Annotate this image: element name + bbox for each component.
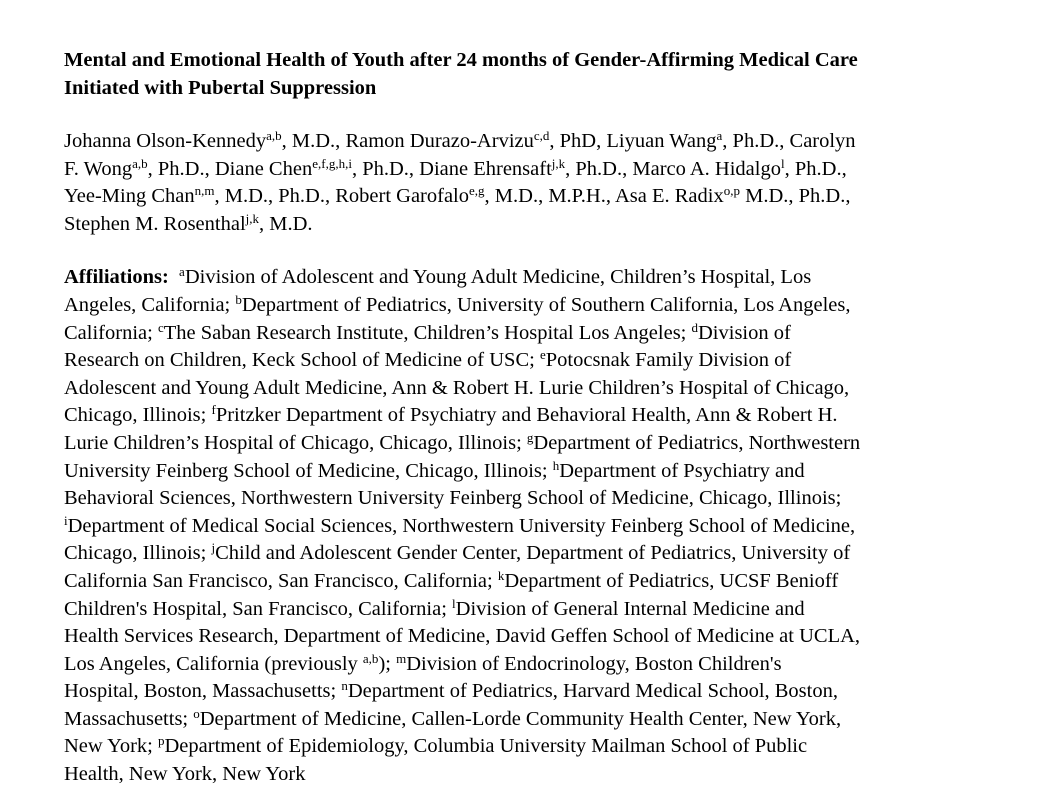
author-name: Liyuan Wang	[606, 130, 717, 152]
author-affil-marker: a,b	[132, 155, 148, 171]
affil-text: Angeles, California;	[64, 293, 236, 316]
affil-text: Children's Hospital, San Francisco, California;	[64, 597, 453, 620]
author-line-1	[64, 128, 1004, 156]
author-degree: , Ph.D.,	[565, 157, 633, 180]
affil-line-1	[64, 264, 1004, 292]
affil-marker: i	[64, 512, 68, 528]
affil-marker: c	[157, 319, 164, 335]
affil-line-15	[64, 651, 1004, 679]
author-name-part: Carolyn	[789, 130, 856, 152]
affil-line-13	[64, 596, 1004, 624]
author-degree: M.D., Ph.D.,	[739, 185, 851, 208]
author-line-4	[64, 211, 1004, 239]
affil-text: Pritzker Department of Psychiatry and Behavioral Health, Ann & Robert H.	[215, 404, 838, 427]
author-affil-marker: j,k	[551, 155, 566, 171]
affil-text: Division of Adolescent and Young Adult Medicine, Children’s Hospital, Los	[184, 266, 812, 289]
affil-text: Department of Pediatrics, UCSF Benioff	[504, 569, 839, 592]
affil-marker: f	[211, 402, 216, 418]
affil-marker: o	[193, 705, 200, 721]
affil-marker: h	[552, 457, 560, 473]
affil-text: Department of Pediatrics, University of Southern California, Los Angeles,	[241, 293, 851, 316]
author-name: Diane Ehrensaft	[419, 157, 552, 180]
affil-line-12	[64, 568, 1004, 596]
affil-marker: d	[691, 319, 698, 335]
affil-marker: g	[526, 429, 534, 445]
author-name: Asa E. Radix	[614, 185, 724, 208]
affil-text: Adolescent and Young Adult Medicine, Ann & Robert H. Lurie Children’s Hospital of Chicago,	[64, 376, 850, 399]
affil-line-10	[64, 513, 1004, 541]
author-name-part: F. Wong	[64, 157, 133, 180]
author-degree: , Ph.D.,	[351, 157, 420, 180]
author-degree: , M.D., M.P.H.,	[484, 185, 615, 208]
author-degree: , M.D.,	[281, 130, 346, 152]
affil-line-16	[64, 678, 1004, 706]
affil-text: The Saban Research Institute, Children’s Hospital Los Angeles;	[163, 321, 692, 344]
author-name: Yee-Ming Chan	[64, 185, 195, 208]
author-affil-marker: a,b	[266, 128, 282, 143]
paper-title	[64, 46, 1004, 102]
affil-marker: a	[179, 264, 185, 280]
author-degree: , Ph.D.,	[722, 130, 790, 152]
author-affil-marker: l	[780, 155, 785, 171]
author-name: Stephen M. Rosenthal	[64, 212, 246, 235]
affiliations-paragraph	[64, 264, 1004, 788]
affil-marker: b	[235, 291, 242, 307]
affil-text: California San Francisco, San Francisco, California;	[64, 569, 498, 592]
affil-line-11	[64, 540, 1004, 568]
affil-text: Chicago, Illinois;	[64, 404, 212, 427]
affil-text: Child and Adolescent Gender Center, Department of Pediatrics, University of	[215, 542, 851, 565]
affil-marker: n	[341, 678, 348, 694]
affil-text: Research on Children, Keck School of Medicine of USC;	[64, 349, 540, 372]
affil-line-14	[64, 623, 1004, 651]
affil-line-6	[64, 402, 1004, 430]
affil-marker: p	[157, 733, 165, 749]
affil-text: Health Services Research, Department of Medicine, David Geffen School of Medicine at UCLA,	[64, 625, 861, 648]
affil-line-2	[64, 292, 1004, 320]
author-degree: , Ph.D.,	[784, 157, 847, 180]
affil-text: California;	[64, 321, 158, 344]
affil-marker: j	[211, 540, 216, 556]
affil-text: Massachusetts;	[64, 707, 194, 730]
author-line-2	[64, 156, 1004, 184]
author-name: Diane Chen	[214, 157, 313, 180]
affil-line-4	[64, 347, 1004, 375]
author-degree: , PhD,	[549, 130, 607, 152]
author-name: Johanna Olson-Kennedy	[64, 130, 267, 152]
affil-text: Hospital, Boston, Massachusetts;	[64, 680, 342, 703]
author-list	[64, 128, 1004, 238]
affil-marker: k	[497, 567, 505, 583]
author-name: Robert Garofalo	[335, 185, 470, 208]
title-line-2: Initiated with Pubertal Suppression	[64, 77, 377, 99]
affil-line-3	[64, 320, 1004, 348]
author-affil-marker: e,f,g,h,i	[312, 155, 352, 171]
affil-text: Chicago, Illinois;	[64, 542, 212, 565]
affil-line-5	[64, 375, 1004, 403]
affil-text: Division of General Internal Medicine and	[455, 597, 805, 620]
author-affil-marker: j,k	[245, 210, 260, 226]
affil-line-7	[64, 430, 1004, 458]
author-degree: , Ph.D.,	[147, 157, 215, 180]
affil-text: Department of Psychiatry and	[559, 459, 805, 482]
affil-text: Behavioral Sciences, Northwestern University Feinberg School of Medicine, Chicago, Illinois;	[64, 487, 842, 510]
affil-text: New York;	[64, 735, 158, 758]
affil-text: Lurie Children’s Hospital of Chicago, Chicago, Illinois;	[64, 431, 527, 454]
author-degree: , M.D.	[259, 212, 313, 235]
author-name: Ramon Durazo-Arvizu	[345, 130, 534, 152]
affil-text: Division of Endocrinology, Boston Children's	[406, 652, 782, 675]
affil-text: Department of Medical Social Sciences, Northwestern University Feinberg School of Medicine,	[67, 514, 856, 537]
affil-text: Department of Pediatrics, Northwestern	[533, 431, 861, 454]
affil-line-17	[64, 706, 1004, 734]
affil-text: University Feinberg School of Medicine, Chicago, Illinois;	[64, 459, 553, 482]
affil-text: Department of Epidemiology, Columbia University Mailman School of Public	[164, 735, 808, 758]
author-degree: , M.D., Ph.D.,	[214, 185, 336, 208]
affil-line-19	[64, 761, 1004, 789]
affil-text: Los Angeles, California (previously	[64, 652, 363, 675]
affil-line-8	[64, 458, 1004, 486]
author-affil-marker: e,g	[469, 183, 485, 199]
affil-line-9	[64, 485, 1004, 513]
title-line-1: Mental and Emotional Health of Youth after 24 months of Gender-Affirming Medical Care	[64, 49, 858, 71]
document-page	[64, 46, 1004, 789]
affil-marker: e	[539, 347, 546, 363]
affil-line-18	[64, 733, 1004, 761]
affil-text: Department of Pediatrics, Harvard Medical School, Boston,	[347, 680, 838, 703]
author-affil-marker: n,m	[194, 183, 215, 199]
affil-marker: m	[396, 650, 407, 666]
author-affil-marker: o,p	[723, 183, 740, 199]
affil-text: Division of	[698, 321, 791, 344]
author-affil-marker: c,d	[533, 128, 550, 143]
author-name: Marco A. Hidalgo	[632, 157, 781, 180]
affiliations-label: Affiliations:	[64, 266, 169, 289]
affil-text: Department of Medicine, Callen-Lorde Community Health Center, New York,	[199, 707, 842, 730]
affil-marker: l	[452, 595, 456, 611]
affil-marker: a,b	[362, 650, 379, 666]
affil-text: Health, New York, New York	[64, 763, 306, 786]
author-affil-marker: a	[716, 128, 723, 143]
author-line-3	[64, 183, 1004, 211]
affil-text: );	[378, 652, 397, 675]
affil-text: Potocsnak Family Division of	[545, 349, 792, 372]
